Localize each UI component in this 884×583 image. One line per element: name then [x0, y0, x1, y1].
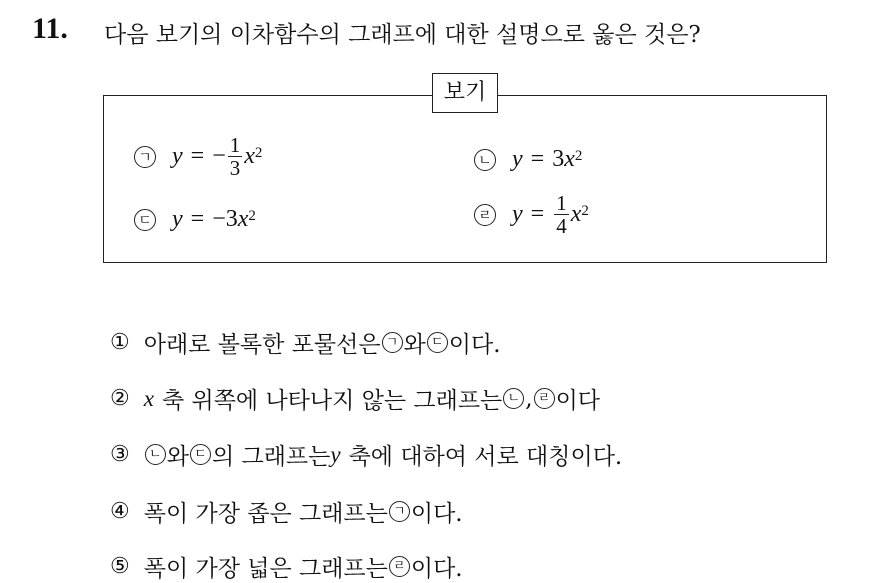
example-item-2 — [474, 146, 582, 173]
choice-number: ② — [110, 386, 130, 411]
choice-number: ① — [110, 330, 130, 355]
fraction: $\frac{1}{4}$ — [556, 191, 567, 239]
marker-giyeok: ㄱ — [134, 146, 156, 168]
marker-giyeok: ㄱ — [382, 332, 403, 353]
marker-digeut: ㄷ — [190, 444, 211, 465]
example-box-title: 보기 — [432, 73, 498, 113]
marker-giyeok: ㄱ — [389, 501, 410, 522]
equation-4: y = $\frac{1}{4}$ x $^2$ — [512, 191, 589, 239]
choice-3[interactable]: ③ ㄴ 와 ㄷ 의 그래프는 y 축에 대하여 서로 대칭이다. — [110, 441, 623, 470]
marker-nieun: ㄴ — [503, 388, 524, 409]
equation-1: y = − $\frac{1}{3}$ x $^2$ — [172, 133, 263, 181]
fraction: $\frac{1}{3}$ — [229, 133, 241, 181]
marker-rieul: ㄹ — [389, 556, 410, 577]
marker-digeut: ㄷ — [427, 332, 448, 353]
choice-number: ⑤ — [110, 554, 130, 579]
example-box — [103, 80, 827, 263]
question-number: 11. — [32, 12, 68, 45]
equation-3: y = −3 x $^2$ — [172, 206, 256, 232]
marker-rieul: ㄹ — [474, 204, 496, 226]
choice-2[interactable]: ② x 축 위쪽에 나타나지 않는 그래프는 ㄴ , ㄹ 이다 — [110, 385, 600, 414]
choice-1[interactable]: ① 아래로 볼록한 포물선은 ㄱ 와 ㄷ 이다. — [110, 330, 501, 358]
marker-nieun: ㄴ — [145, 444, 166, 465]
example-item-1 — [134, 134, 262, 179]
choice-number: ④ — [110, 499, 130, 524]
marker-nieun: ㄴ — [474, 149, 496, 171]
variable-x: x — [143, 385, 154, 411]
equation-2: y = 3 x $^2$ — [512, 146, 583, 172]
example-item-3 — [134, 206, 256, 233]
choice-number: ③ — [110, 442, 130, 467]
example-item-4 — [474, 192, 589, 237]
choice-5[interactable]: ⑤ 폭이 가장 넓은 그래프는 ㄹ 이다. — [110, 554, 463, 582]
marker-digeut: ㄷ — [134, 209, 156, 231]
variable-y: y — [330, 441, 341, 467]
marker-rieul: ㄹ — [534, 388, 555, 409]
choice-4[interactable]: ④ 폭이 가장 좁은 그래프는 ㄱ 이다. — [110, 499, 463, 527]
question-text: 다음 보기의 이차함수의 그래프에 대한 설명으로 옳은 것은? — [104, 22, 701, 48]
